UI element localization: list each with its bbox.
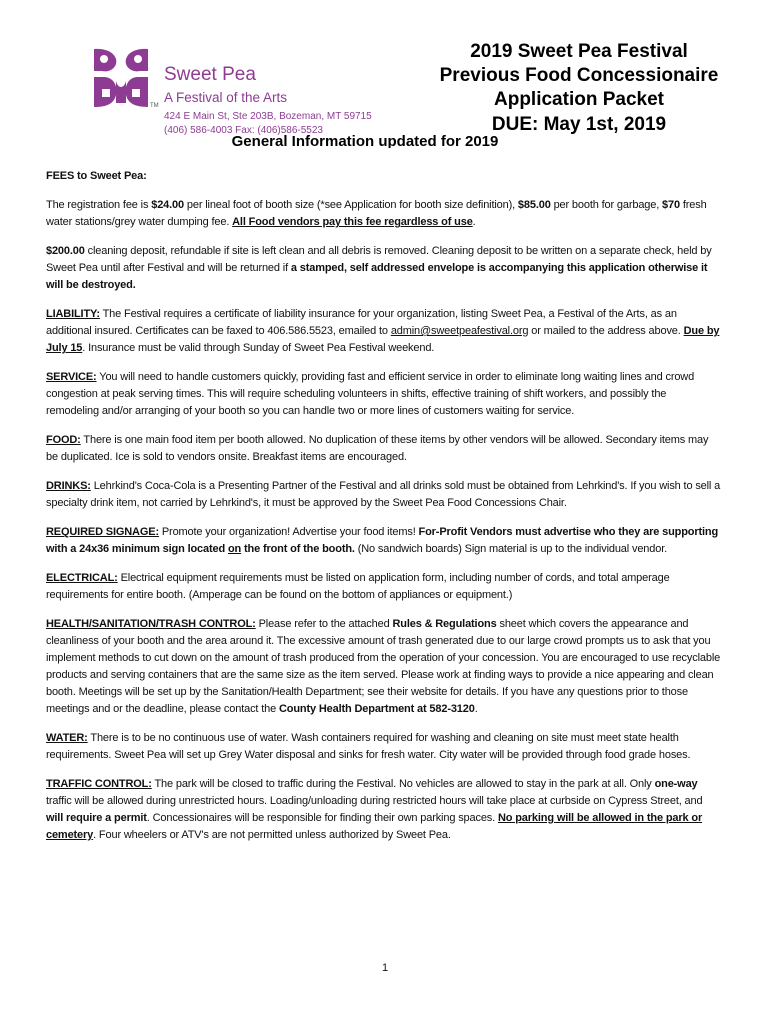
fee-per-foot: $24.00 xyxy=(151,199,184,211)
liability-heading: LIABILITY: xyxy=(46,308,100,320)
electrical-heading: ELECTRICAL: xyxy=(46,572,118,584)
admin-email-link[interactable]: admin@sweetpeafestival.org xyxy=(390,325,529,337)
no-parking-note: No parking will be allowed in the park or cemetery xyxy=(46,812,703,841)
signage-text: Promote your organization! Advertise your food items! xyxy=(158,526,419,538)
food-text: There is one main food item per booth allowed. No duplication of these items by other vendors will be allowed. Secondary items may be duplicated. Ice is sold to vendors onsite. Breakfast items are encouraged. xyxy=(46,434,709,463)
service-section xyxy=(46,369,722,420)
signage-section xyxy=(46,524,722,558)
fees-text: per booth for garbage, xyxy=(550,199,663,211)
deposit-envelope-note: a stamped, self addressed envelope is accompanying this application otherwise it will be destroyed. xyxy=(46,262,708,291)
traffic-text: The park will be closed to traffic during the Festival. No vehicles are allowed to stay in the park at all. Only xyxy=(151,778,655,790)
health-text: Please refer to the attached xyxy=(255,618,393,630)
fees-heading xyxy=(46,168,722,185)
electrical-text: Electrical equipment requirements must be listed on application form, including number of cords, and total amperage requirements for entire booth. (Amperage can be found on the bottom of appliances or equipment.) xyxy=(46,572,670,601)
liability-section xyxy=(46,306,722,357)
drinks-section xyxy=(46,478,722,512)
title-line-1: 2019 Sweet Pea Festival xyxy=(470,41,688,62)
health-text: . xyxy=(474,703,478,715)
signage-heading: REQUIRED SIGNAGE: xyxy=(46,526,159,538)
org-address: 424 E Main St, Ste 203B, Bozeman, MT 59715 xyxy=(164,111,372,122)
trademark-mark: TM xyxy=(150,103,159,109)
fees-text: per lineal foot of booth size (*see Application for booth size definition), xyxy=(183,199,518,211)
health-section xyxy=(46,616,722,718)
fees-text: fresh water stations/grey water dumping fee. xyxy=(46,199,707,228)
service-text: You will need to handle customers quickly, providing fast and efficient service in order to eliminate long waiting lines and crowd congestion at peak serving times. This will require scheduling volunteers in shifts, effective training of shift workers, and possibly the remodeling and/or arranging of your booth so you can handle two or more lines of customers waiting for service. xyxy=(46,371,695,417)
traffic-heading: TRAFFIC CONTROL: xyxy=(46,778,152,790)
health-dept-contact: County Health Department at 582-3120 xyxy=(278,703,475,715)
food-heading: FOOD: xyxy=(46,434,81,446)
page-number: 1 xyxy=(381,962,389,974)
sweet-pea-logo-icon xyxy=(90,45,152,111)
drinks-heading: DRINKS: xyxy=(46,480,91,492)
fee-water: $70 xyxy=(662,199,680,211)
subtitle-text: General Information updated for 2019 xyxy=(231,134,499,148)
signage-requirement: For-Profit Vendors must advertise who they are supporting with a 24x36 minimum sign located xyxy=(46,526,719,555)
fees-text: The registration fee is xyxy=(46,199,152,211)
health-text: sheet which covers the appearance and cleanliness of your booth and the area around it. The excessive amount of trash generated due to our large crowd prompts us to ask that you implement methods to cut down on the amount of trash produced from the operation of your concession. You are encouraged to use recyclable products and serving containers that are the same size as the item served. Please work at finding ways to provide a nice appearing and clean booth. Meetings will be set up by the Sanitation/Health Department; see their website for details. If you have any questions prior to those meetings and or the deadline, please contact the xyxy=(46,618,721,715)
water-heading: WATER: xyxy=(46,732,88,744)
traffic-text: . Four wheelers or ATV's are not permitted unless authorized by Sweet Pea. xyxy=(93,829,451,841)
traffic-permit-note: will require a permit xyxy=(46,812,147,824)
title-line-2: Previous Food Concessionaire xyxy=(439,65,719,86)
fee-garbage: $85.00 xyxy=(517,199,551,211)
liability-text: . Insurance must be valid through Sunday of Sweet Pea Festival weekend. xyxy=(82,342,435,354)
traffic-one-way: one-way xyxy=(654,778,698,790)
traffic-section xyxy=(46,776,722,844)
fees-all-vendors-note: All Food vendors pay this fee regardless of use xyxy=(232,216,473,228)
service-heading: SERVICE: xyxy=(46,371,97,383)
drinks-text: Lehrkind's Coca-Cola is a Presenting Partner of the Festival and all drinks sold must be obtained from Lehrkind's. If you wish to sell a specialty drink item, not carried by Lehrkind's, it must be approved by the Sweet Pea Food Concessions Chair. xyxy=(46,480,721,509)
document-title xyxy=(420,40,738,112)
fees-heading-text: FEES to Sweet Pea: xyxy=(46,170,147,182)
due-date: DUE: May 1st, 2019 xyxy=(491,114,667,135)
rules-regulations-ref: Rules & Regulations xyxy=(392,618,497,630)
signage-requirement: the front of the booth. xyxy=(241,543,355,555)
org-phone-fax: (406) 586-4003 Fax: (406)586-5523 xyxy=(164,125,323,136)
food-section xyxy=(46,432,722,466)
traffic-text: . Concessionaires will be responsible for finding their own parking spaces. xyxy=(146,812,498,824)
electrical-section xyxy=(46,570,722,604)
document-body xyxy=(46,168,722,856)
water-text: There is to be no continuous use of water. Wash containers required for washing and cleaning on site must meet state health requirements. Sweet Pea will set up Grey Water disposal and sinks for fresh water. City water will be provided through food grade hoses. xyxy=(46,732,691,761)
document-subtitle xyxy=(200,134,530,148)
traffic-text: traffic will be allowed during unrestricted hours. Loading/unloading during restricted hours will take place at curbside on Cypress Street, and xyxy=(46,795,703,807)
signage-on: on xyxy=(227,543,242,555)
signage-text: (No sandwich boards) Sign material is up to the individual vendor. xyxy=(354,543,668,555)
title-line-3: Application Packet xyxy=(494,89,664,110)
liability-due-date: Due by July 15 xyxy=(46,325,720,354)
fees-paragraph-1 xyxy=(46,197,722,231)
liability-text: or mailed to the address above. xyxy=(528,325,684,337)
cleaning-deposit-amount: $200.00 xyxy=(46,245,85,257)
org-tagline: A Festival of the Arts xyxy=(164,90,288,105)
fees-paragraph-2 xyxy=(46,243,722,294)
deposit-text: cleaning deposit, refundable if site is left clean and all debris is removed. Cleaning deposit to be written on a separate check, held by Sweet Pea until after Festival and will be returned if xyxy=(46,245,712,274)
health-heading: HEALTH/SANITATION/TRASH CONTROL: xyxy=(46,618,256,630)
fees-text: . xyxy=(472,216,476,228)
water-section xyxy=(46,730,722,764)
org-name: Sweet Pea xyxy=(164,64,256,85)
liability-text: The Festival requires a certificate of liability insurance for your organization, listing Sweet Pea, a Festival of the Arts, as an additional insured. Certificates can be faxed to 406.586.5523, emailed to xyxy=(46,308,677,337)
